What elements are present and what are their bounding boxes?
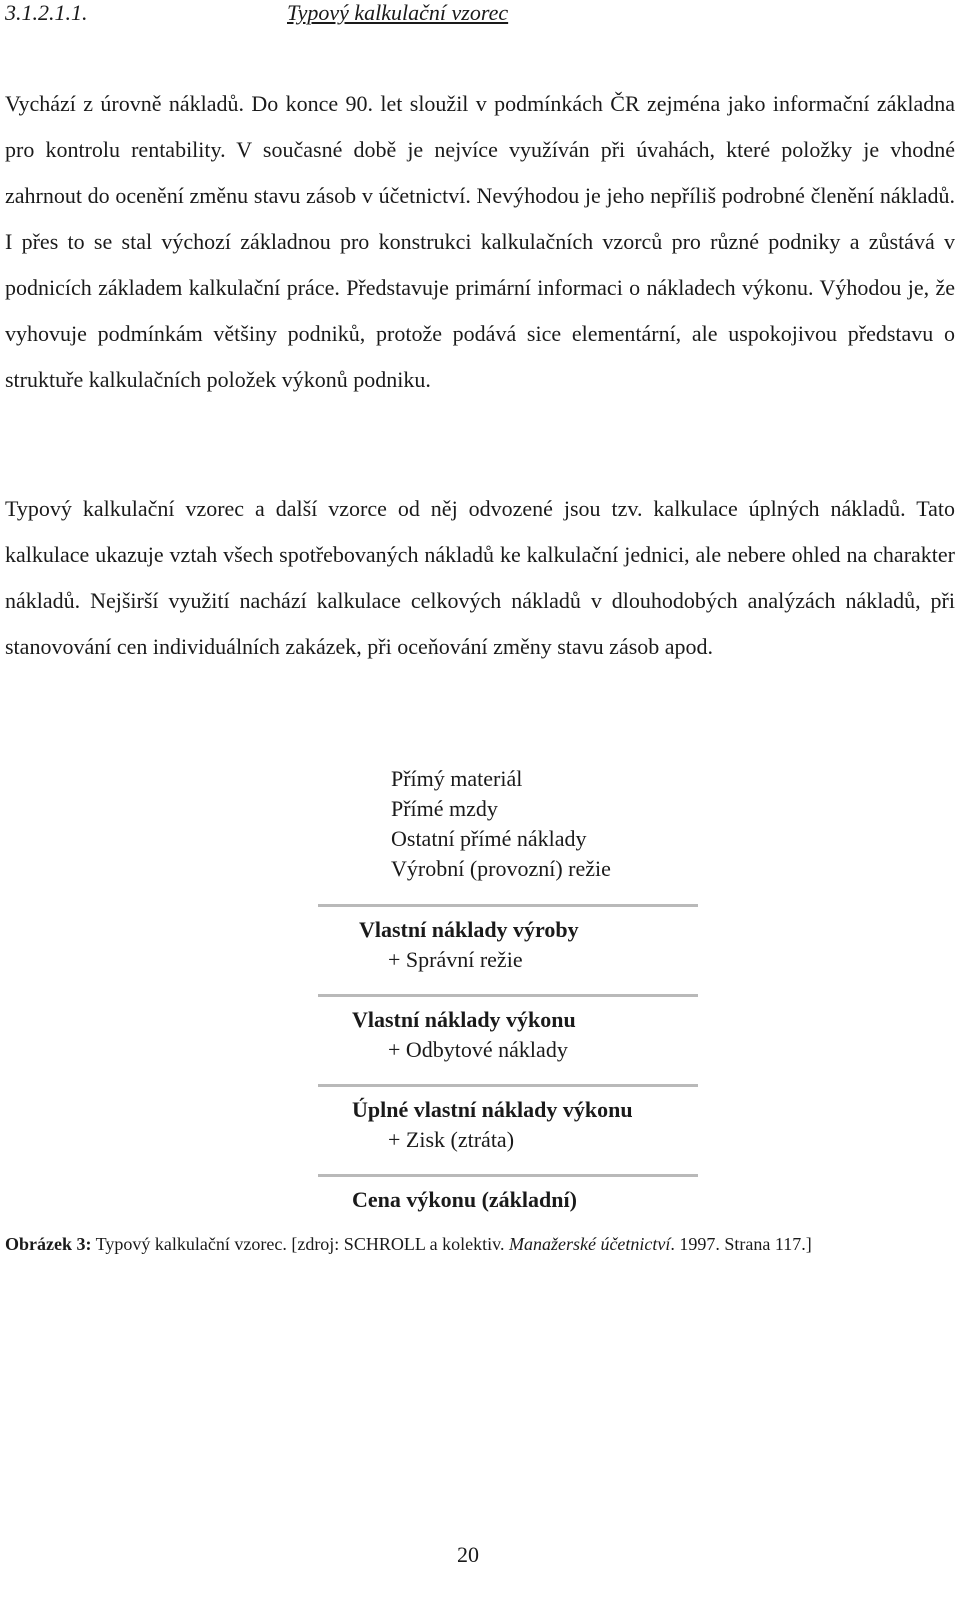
formula-subtotal-full-cost: Úplné vlastní náklady výkonu — [352, 1097, 633, 1122]
paragraph-2: Typový kalkulační vzorec a další vzorce od něj odvozené jsou tzv. kalkulace úplných nákladů. Tato kalkulace ukazuje vztah všech spotřebovaných nákladů ke kalkulační jednici, ale nebere ohled na charakter nákladů. Nejširší využití nachází kalkulace celkových nákladů v dlouhodobých analýzách nákladů, při stanovování cen individuálních zakázek, při oceňování změny stavu zásob apod. — [5, 496, 955, 659]
page-number: 20 — [457, 1542, 479, 1567]
section-heading — [5, 0, 508, 26]
formula-item-direct-material: Přímý materiál — [391, 766, 523, 791]
caption-label: Obrázek 3: — [5, 1234, 92, 1254]
caption-text: Typový kalkulační vzorec. [zdroj: SCHROLL a kolektiv. — [91, 1234, 509, 1254]
formula-divider-1 — [318, 904, 698, 907]
formula-add-administrative-overhead: + Správní režie — [388, 947, 523, 972]
caption-source-details: . 1997. Strana 117.] — [670, 1234, 812, 1254]
formula-item-production-overhead: Výrobní (provozní) režie — [391, 856, 611, 881]
formula-add-sales-costs: + Odbytové náklady — [388, 1037, 568, 1062]
section-title: Typový kalkulační vzorec — [287, 0, 509, 25]
formula-divider-2 — [318, 994, 698, 997]
caption-source-title: Manažerské účetnictví — [508, 1234, 671, 1254]
section-number: 3.1.2.1.1. — [5, 0, 88, 25]
formula-item-other-direct-costs: Ostatní přímé náklady — [391, 826, 587, 851]
formula-divider-4 — [318, 1174, 698, 1177]
formula-add-profit: + Zisk (ztráta) — [388, 1127, 515, 1152]
formula-subtotal-production-cost: Vlastní náklady výroby — [359, 917, 579, 942]
formula-subtotal-output-cost: Vlastní náklady výkonu — [352, 1007, 576, 1032]
figure-caption — [5, 1232, 955, 1257]
paragraph-1: Vychází z úrovně nákladů. Do konce 90. let sloužil v podmínkách ČR zejména jako informační základna pro kontrolu rentability. V současné době je nejvíce využíván při úvahách, které položky je vhodné zahrnout do ocenění změnu stavu zásob v účetnictví. Nevýhodou je jeho nepříliš podrobné členění nákladů. I přes to se stal výchozí základnou pro konstrukci kalkulačních vzorců pro různé podniky a zůstává v podnicích základem kalkulační práce. Představuje primární informaci o nákladech výkonu. Výhodou je, že vyhovuje podmínkám většiny podniků, protože podává sice elementární, ale uspokojivou představu o struktuře kalkulačních položek výkonů podniku. — [5, 91, 955, 392]
formula-total-price: Cena výkonu (základní) — [352, 1187, 577, 1212]
formula-item-direct-wages: Přímé mzdy — [391, 796, 498, 821]
formula-divider-3 — [318, 1084, 698, 1087]
